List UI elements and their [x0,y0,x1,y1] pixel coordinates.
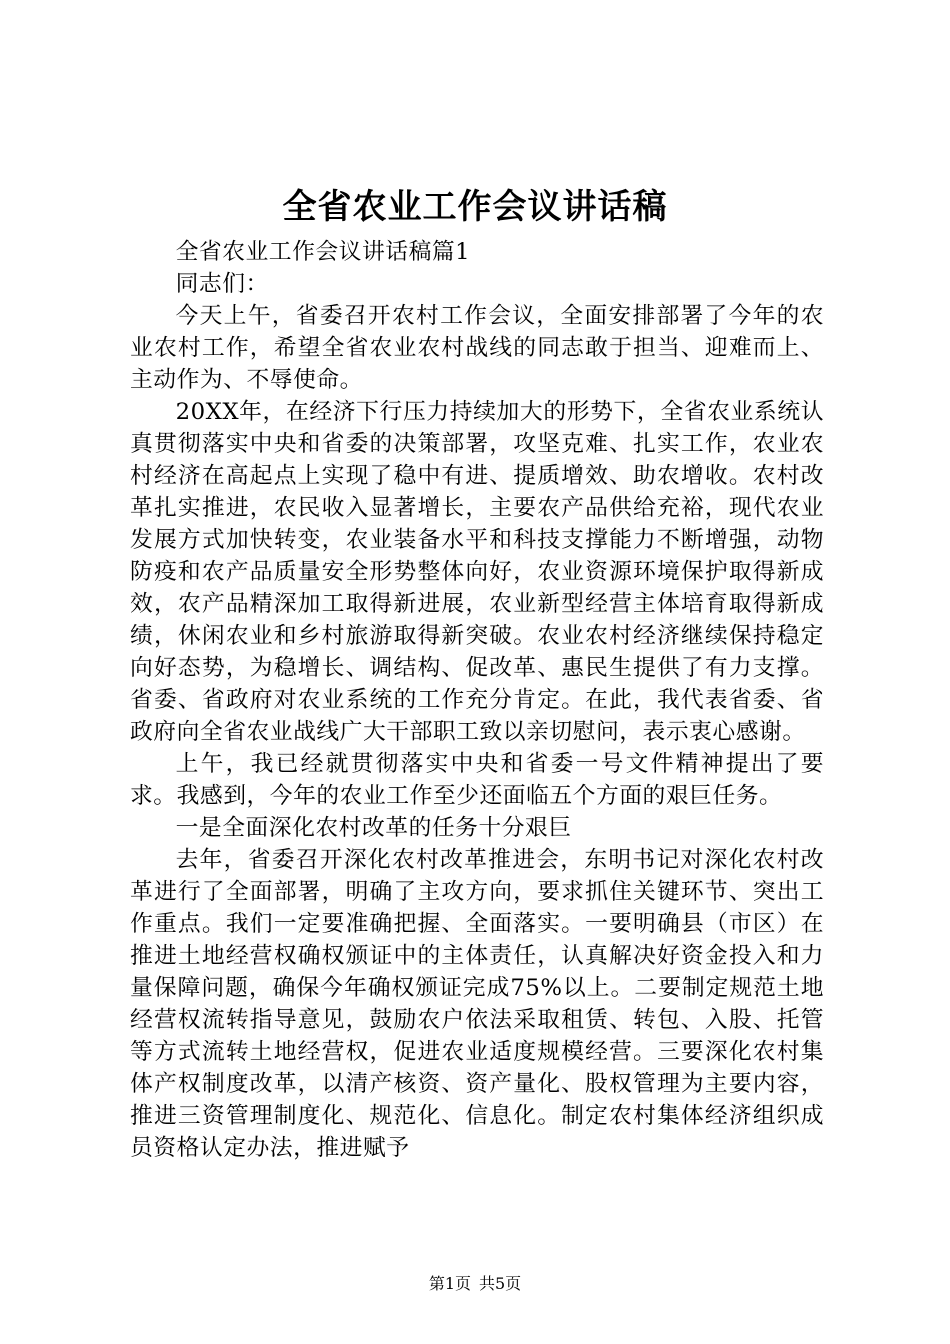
page-number: 第1页 [428,1274,471,1293]
page-total: 共5页 [479,1274,522,1293]
document-title: 全省农业工作会议讲话稿 [282,187,668,227]
body-paragraph: 上午，我已经就贯彻落实中央和省委一号文件精神提出了要求。我感到，今年的农业工作至少还面临五个方面的艰巨任务。 [130,751,824,809]
document-body [130,236,824,1164]
body-paragraph: 去年，省委召开深化农村改革推进会，东明书记对深化农村改革进行了全面部署，明确了主攻方向，要求抓住关键环节、突出工作重点。我们一定要准确把握、全面落实。一要明确县（市区）在推进土地经营权确权颁证中的主体责任，认真解决好资金投入和力量保障问题，确保今年确权颁证完成75%以上。二要制定规范土地经营权流转指导意见，鼓励农户依法采取租赁、转包、入股、托管等方式流转土地经营权，促进农业适度规模经营。三要深化农村集体产权制度改革，以清产核资、资产量化、股权管理为主要内容，推进三资管理制度化、规范化、信息化。制定农村集体经济组织成员资格认定办法，推进赋予 [130,847,824,1161]
body-paragraph: 20XX年，在经济下行压力持续加大的形势下，全省农业系统认真贯彻落实中央和省委的决策部署，攻坚克难、扎实工作，农业农村经济在高起点上实现了稳中有进、提质增效、助农增收。农村改革扎实推进，农民收入显著增长，主要农产品供给充裕，现代农业发展方式加快转变，农业装备水平和科技支撑能力不断增强，动物防疫和农产品质量安全形势整体向好，农业资源环境保护取得新成效，农产品精深加工取得新进展，农业新型经营主体培育取得新成绩，休闲农业和乡村旅游取得新突破。农业农村经济继续保持稳定向好态势，为稳增长、调结构、促改革、惠民生提供了有力支撑。省委、省政府对农业系统的工作充分肯定。在此，我代表省委、省政府向全省农业战线广大干部职工致以亲切慰问，表示衷心感谢。 [130,399,824,745]
salutation: 同志们： [175,271,269,297]
page-footer [0,1272,950,1296]
subheading: 一是全面深化农村改革的任务十分艰巨 [175,815,572,841]
section-heading: 全省农业工作会议讲话稿篇1 [175,239,471,265]
body-paragraph: 今天上午，省委召开农村工作会议，全面安排部署了今年的农业农村工作，希望全省农业农村战线的同志敢于担当、迎难而上、主动作为、不辱使命。 [130,303,824,393]
